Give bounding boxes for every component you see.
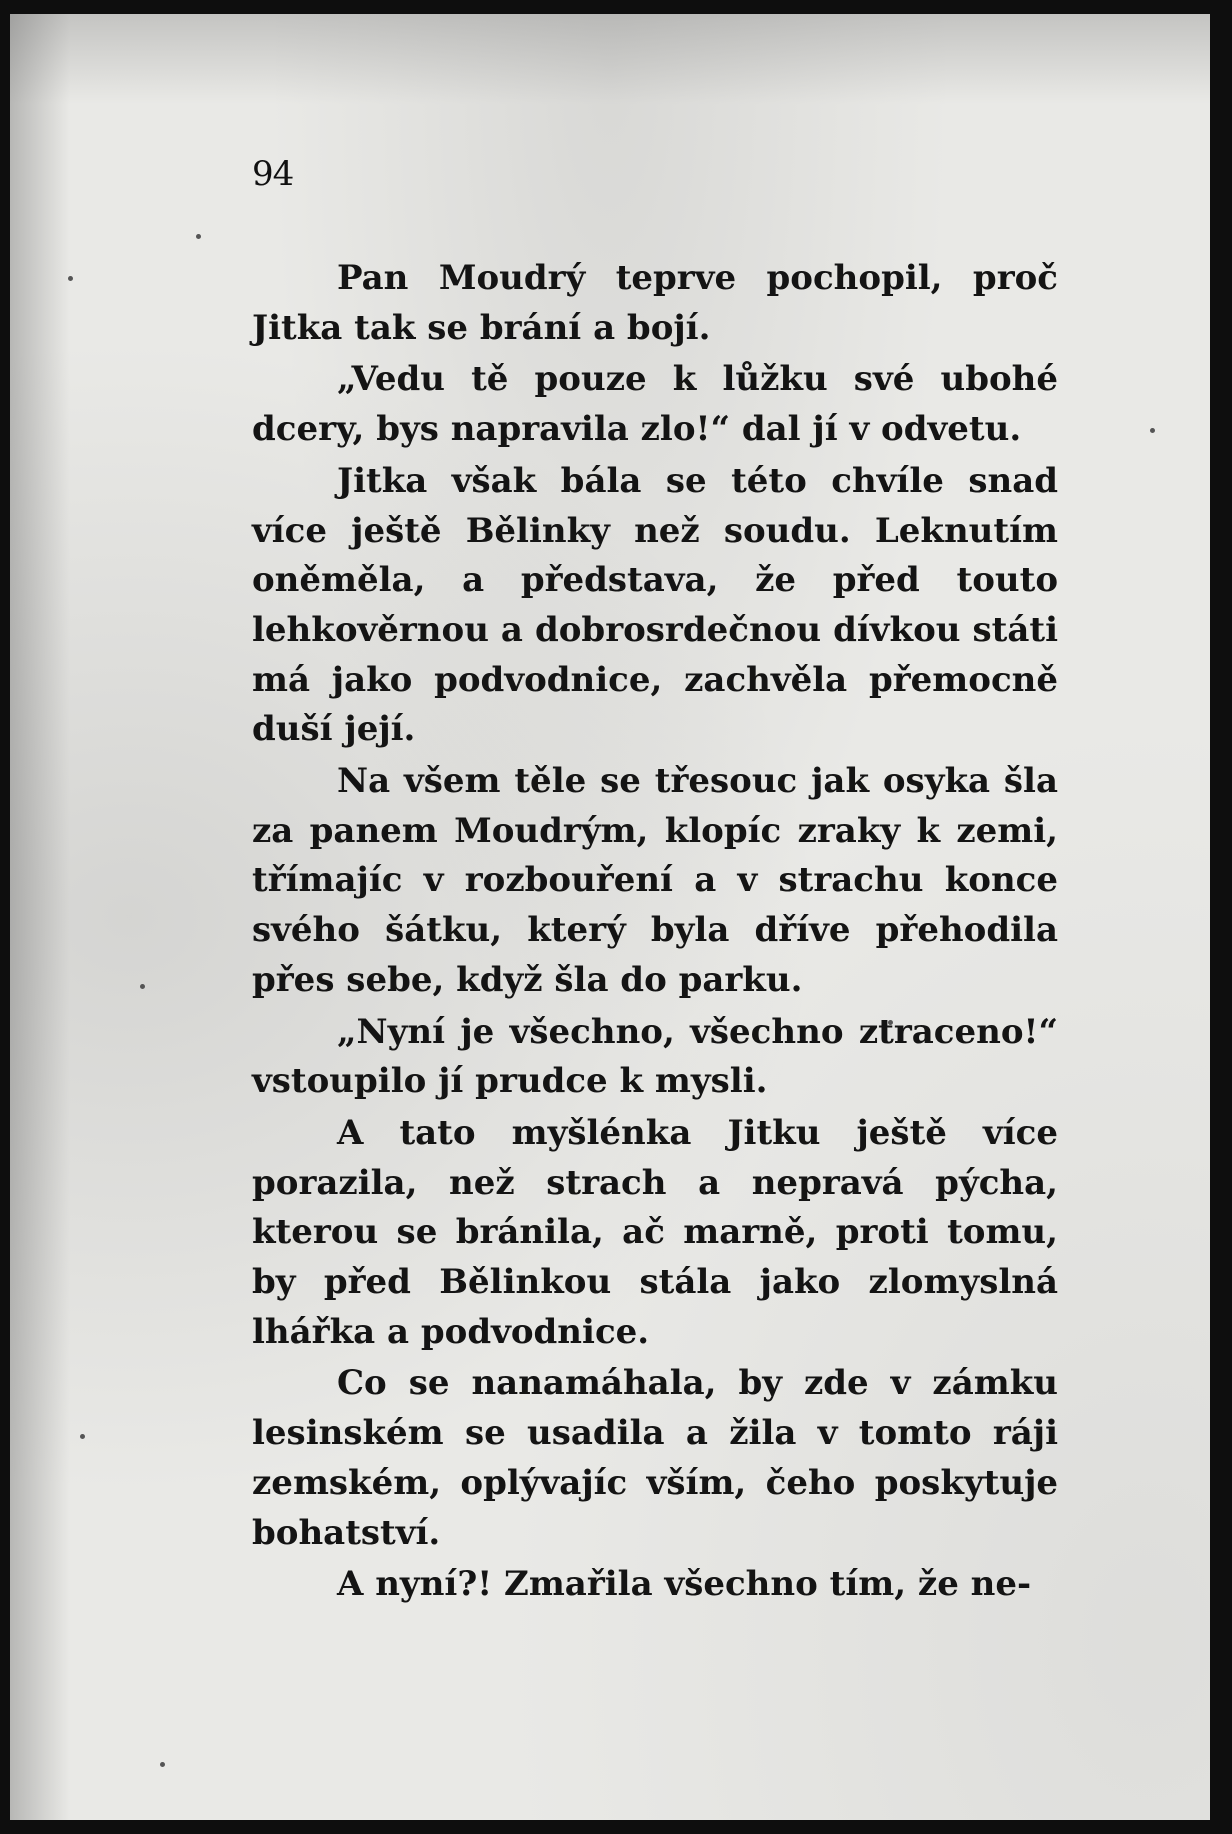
binding-shadow <box>10 14 70 1820</box>
paragraph: Na všem těle se třesouc jak osyka šla za panem Moudrým, klopíc zraky k zemi, třímajíc v rozbouření a v strachu konce svého šátku, který byla dříve přehodila přes sebe, když šla do parku. <box>252 761 1058 1000</box>
paragraph: A tato myšlénka Jitku ještě více porazila, než strach a nepravá pýcha, kterou se bránila, ač marně, proti tomu, by před Bělinkou stála jako zlomyslná lhářka a podvodnice. <box>252 1112 1058 1352</box>
paragraph: Pan Moudrý teprve pochopil, proč Jitka tak se brání a bojí. <box>252 258 1058 348</box>
paragraph: Jitka však bála se této chvíle snad více ještě Bělinky než soudu. Leknutím oněměla, a představa, že před touto lehkověrnou a dobrosrdečnou dívkou státi má jako podvodnice, zachvěla přemocně duší její. <box>252 460 1058 750</box>
print-speck <box>160 1762 165 1767</box>
print-speck <box>1150 428 1155 433</box>
top-shadow <box>10 14 1210 104</box>
print-speck <box>68 276 73 281</box>
paragraph: „Vedu tě pouze k lůžku své ubohé dcery, bys napravila zlo!“ dal jí v odvetu. <box>252 359 1058 450</box>
paragraph: Co se nanamáhala, by zde v zámku lesinském se usadila a žila v tomto ráji zemském, oplývajíc vším, čeho poskytuje bohatství. <box>252 1363 1058 1553</box>
paragraph: A nyní?! Zmařila všechno tím, že ne- <box>337 1564 1032 1605</box>
body-text <box>252 254 1058 1612</box>
print-speck <box>80 1434 85 1439</box>
print-speck <box>140 984 145 989</box>
page-number: 94 <box>252 154 294 194</box>
paragraph: „Nyní je všechno, všechno ztraceno!“ vstoupilo jí prudce k mysli. <box>252 1011 1058 1102</box>
book-page <box>10 14 1210 1820</box>
print-speck <box>196 234 201 239</box>
